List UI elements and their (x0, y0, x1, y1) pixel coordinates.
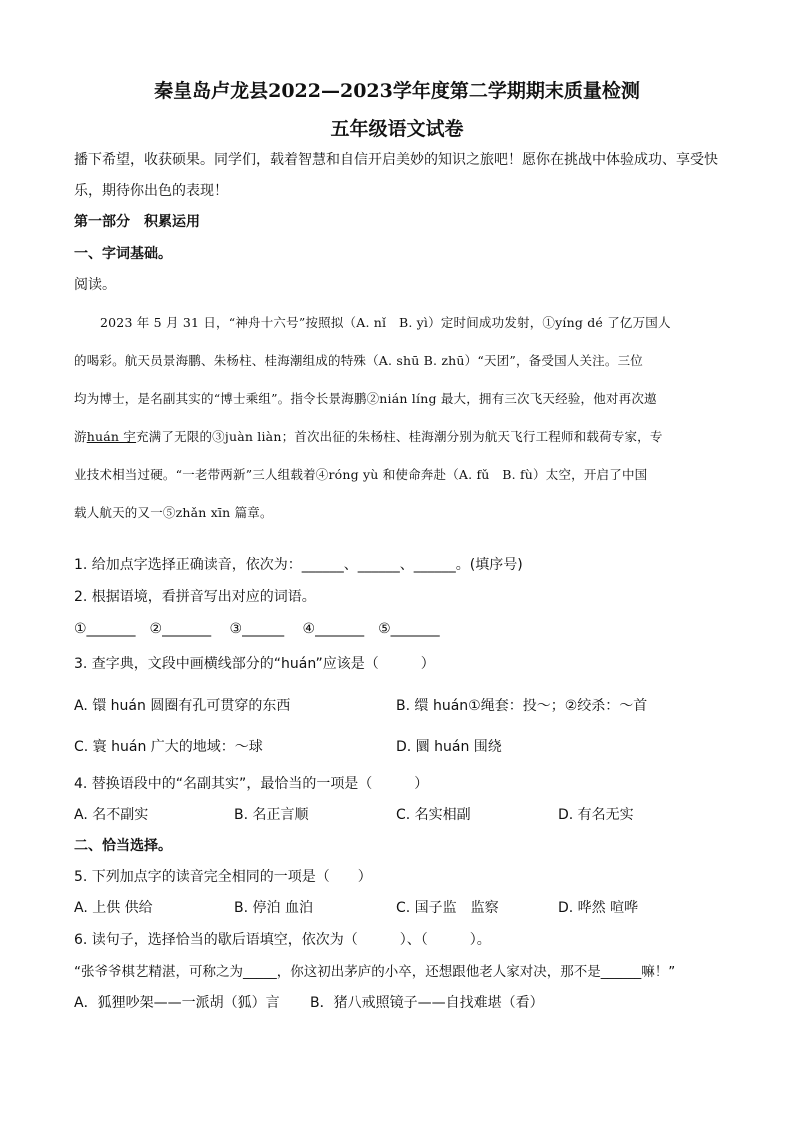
passage-line-5: 业技术相当过硬。“一老带两新”三人组载着④róng yù 和使命奔赴（A. fǔ B. fù）太空，开启了中国 (74, 467, 648, 482)
q5-option-d: D. 哗然 喧哗 (558, 900, 639, 916)
passage-line-4-start: 游 (74, 429, 87, 444)
question-6-sentence: “张爷爷棋艺精湛，可称之为_____，你这初出茅庐的小卒，还想跟他老人家对决，那不是______嘛！” (74, 964, 676, 980)
question-4: 4. 替换语段中的“名副其实”，最恰当的一项是（ ） (74, 776, 429, 792)
intro-line-1: 播下希望，收获硕果。同学们，载着智慧和自信开启美妙的知识之旅吧！愿你在挑战中体验成功、享受快 (74, 152, 718, 168)
passage-line-6: 载人航天的又一⑤zhǎn xīn 篇章。 (74, 505, 273, 520)
question-2: 2. 根据语境，看拼音写出对应的词语。 (74, 589, 316, 605)
question-3: 3. 查字典，文段中画横线部分的“huán”应该是（ ） (74, 656, 435, 672)
q4-option-c: C. 名实相副 (396, 807, 471, 823)
question-1: 1. 给加点字选择正确读音，依次为：______、______、______。(填序号) (74, 557, 523, 573)
q4-option-b: B. 名正言顺 (234, 807, 309, 823)
q5-option-b: B. 停泊 血泊 (234, 900, 313, 916)
q5-option-a: A. 上供 供给 (74, 900, 153, 916)
question-2-blanks: ①_______ ②_______ ③______ ④_______ ⑤_______ (74, 621, 440, 637)
q4-option-d: D. 有名无实 (558, 807, 634, 823)
passage-line-2: 的喝彩。航天员景海鹏、朱杨柱、桂海潮组成的特殊（A. shū B. zhū）“天团”，备受国人关注。三位 (74, 353, 643, 368)
passage-line-1: 2023 年 5 月 31 日，“神舟十六号”按照拟（A. nǐ B. yì）定时间成功发射，①yíng dé 了亿万国人 (100, 315, 671, 330)
passage-line-3: 均为博士，是名副其实的“博士乘组”。指令长景海鹏②nián líng 最大，拥有三次飞天经验，他对再次遨 (74, 391, 657, 406)
exam-title: 秦皇岛卢龙县2022—2023学年度第二学期期末质量检测 (154, 80, 640, 102)
q3-option-a: A. 镮 huán 圆圈有孔可贯穿的东西 (74, 698, 291, 714)
underlined-huan-yu: huán 宇 (86, 429, 136, 444)
q6-option-b: B．猪八戒照镜子——自找难堪（看） (310, 995, 544, 1011)
section2-title: 二、恰当选择。 (74, 838, 172, 854)
q6-option-a: A．狐狸吵架——一派胡（狐）言 (74, 995, 280, 1011)
question-5: 5. 下列加点字的读音完全相同的一项是（ ） (74, 869, 372, 885)
q3-option-c: C. 寰 huán 广大的地域：～球 (74, 739, 263, 755)
section1-title: 一、字词基础。 (74, 246, 172, 262)
q3-option-b: B. 缳 huán①绳套：投～；②绞杀：～首 (396, 698, 648, 714)
exam-subtitle: 五年级语文试卷 (330, 118, 464, 140)
part1-title: 第一部分 积累运用 (74, 214, 200, 230)
passage-line-4-rest: 充满了无限的③juàn liàn；首次出征的朱杨柱、桂海潮分别为航天飞行工程师和载荷专家，专 (135, 429, 663, 444)
q4-option-a: A. 名不副实 (74, 807, 149, 823)
read-instruction: 阅读。 (74, 277, 116, 293)
q3-option-d: D. 圜 huán 围绕 (396, 739, 502, 755)
passage-line-4 (74, 427, 663, 447)
question-6: 6. 读句子，选择恰当的歇后语填空，依次为（ ）、（ ）。 (74, 932, 491, 948)
intro-line-2: 乐，期待你出色的表现！ (74, 183, 228, 199)
q5-option-c: C. 国子监 监察 (396, 900, 499, 916)
